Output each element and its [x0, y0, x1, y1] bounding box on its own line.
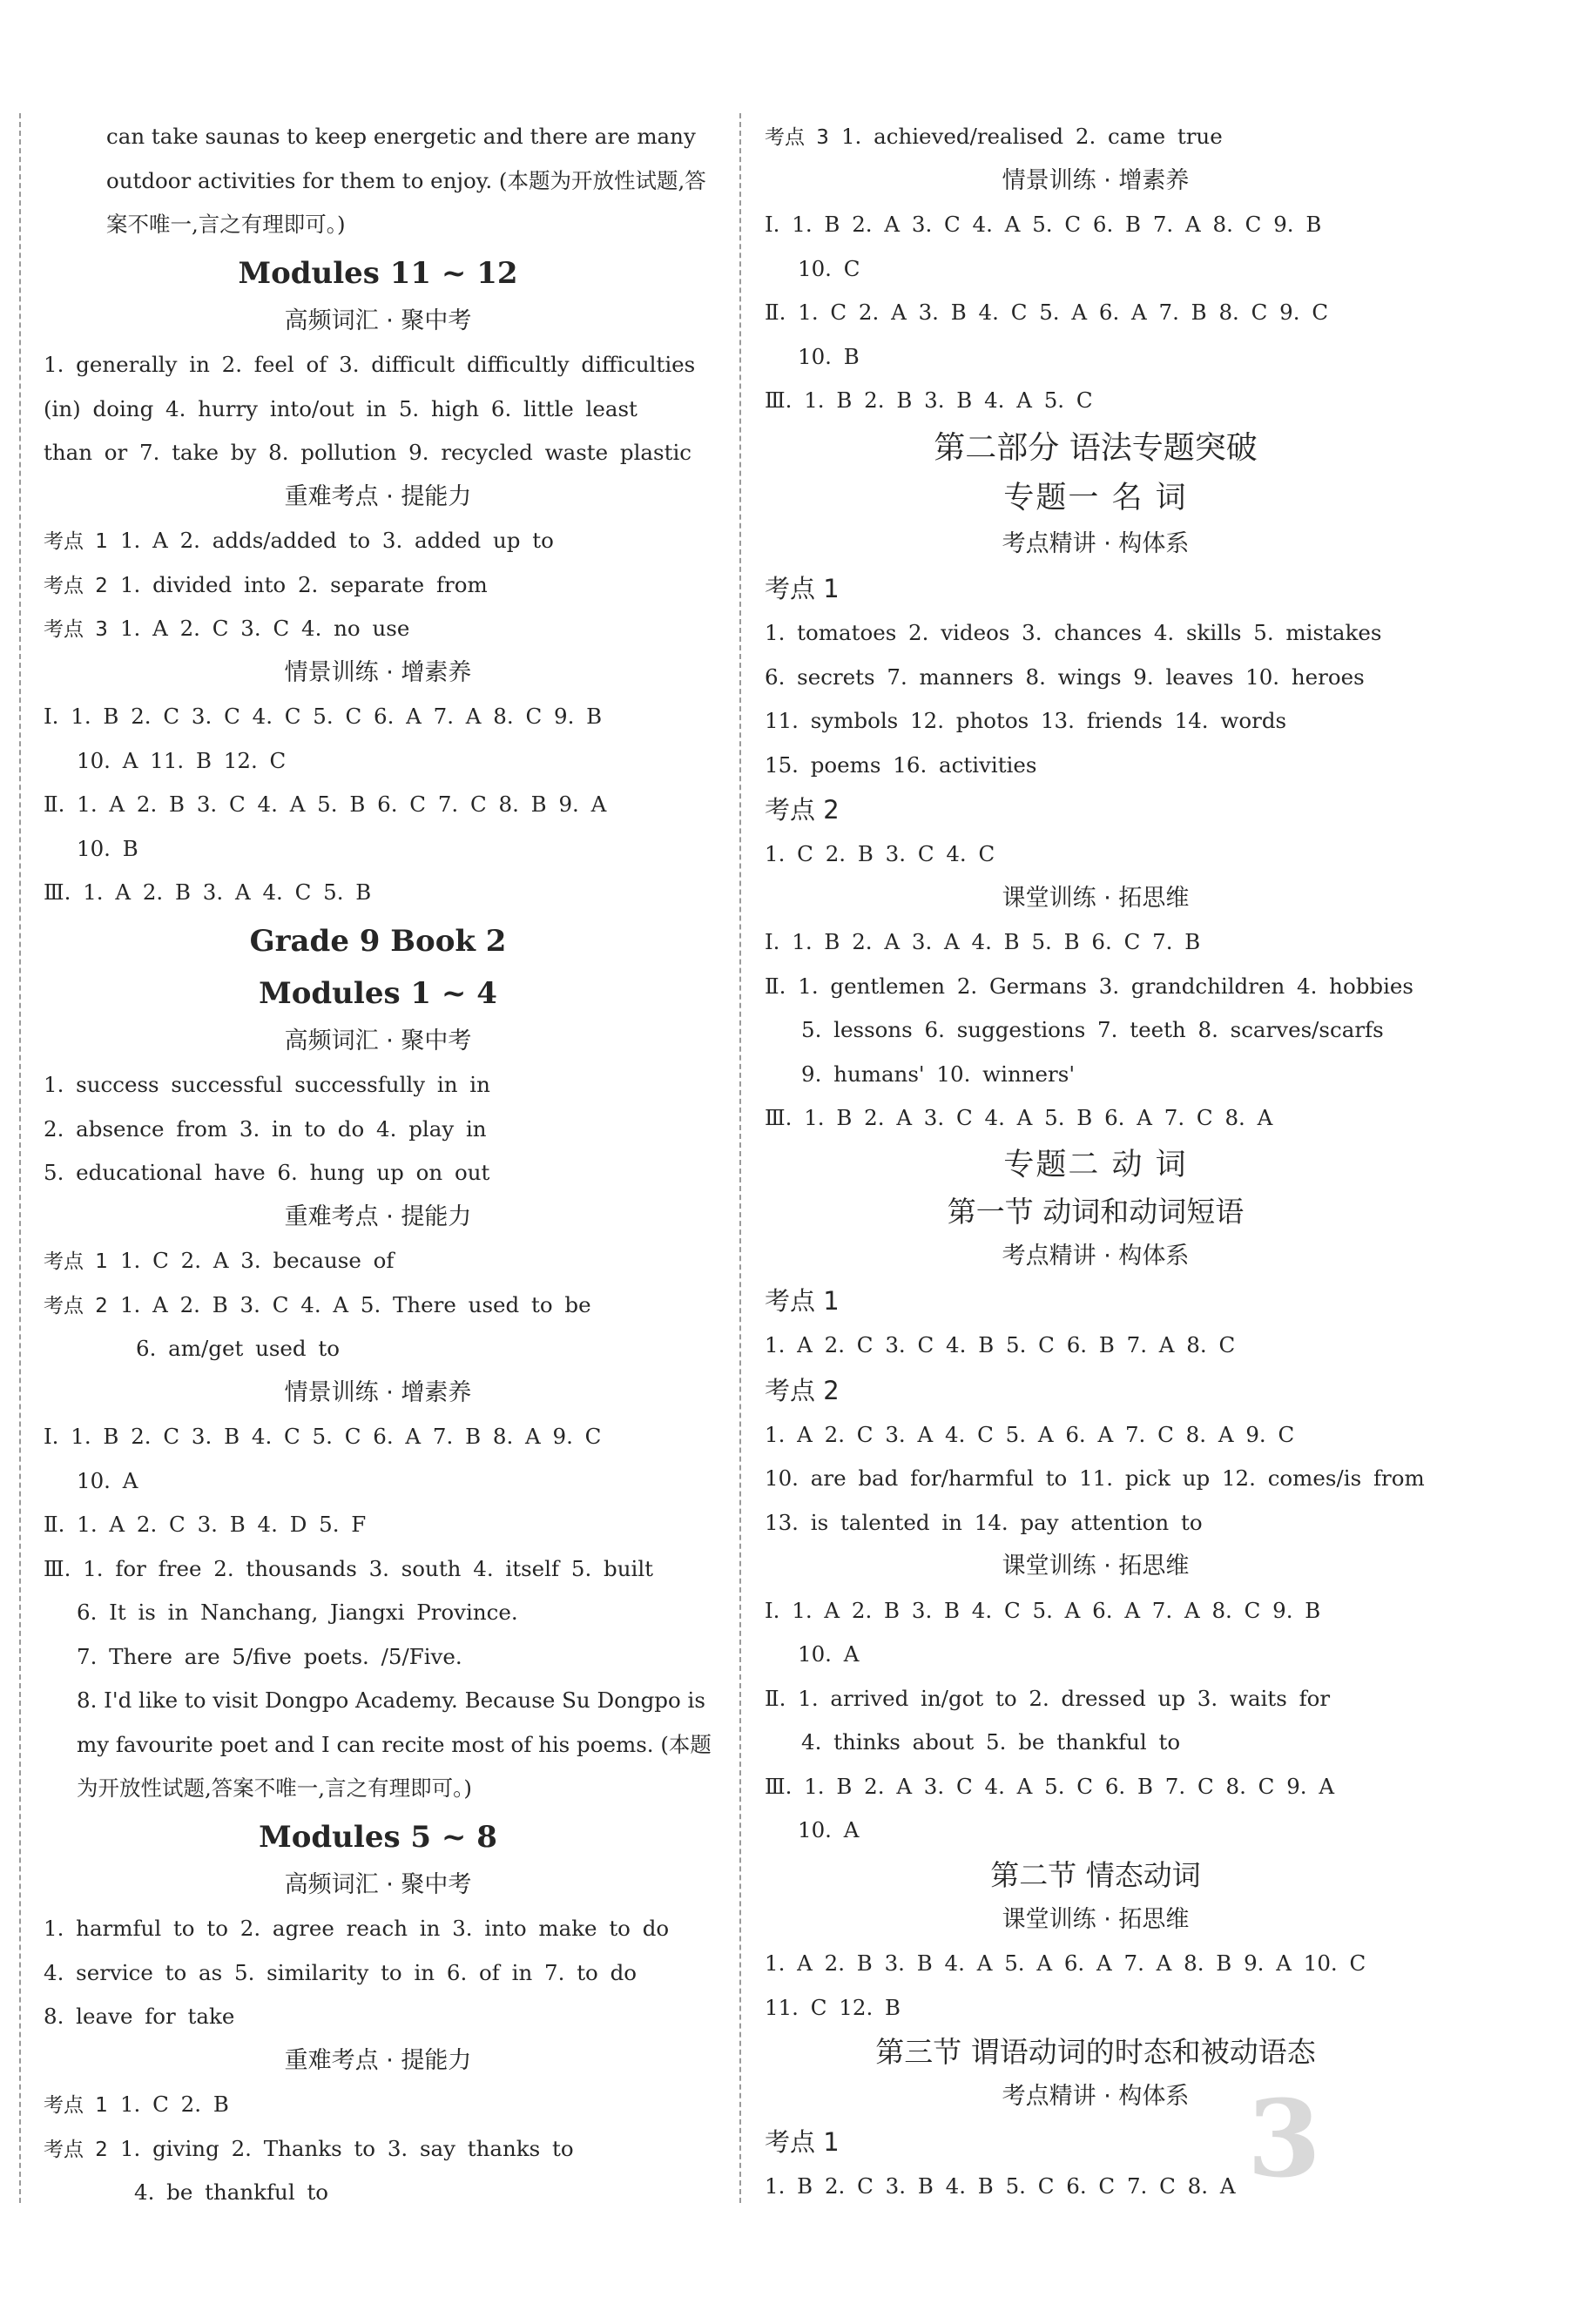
- vocab-line: 1. generally in 2. feel of 3. difficult difficultly difficulties: [44, 352, 696, 377]
- answer-line: 1. A 2. C 3. A 4. C 5. A 6. A 7. C 8. A 9. C: [765, 1421, 1295, 1447]
- answer-line: 6. secrets 7. manners 8. wings 9. leaves 10. heroes: [765, 664, 1365, 690]
- subsection-title: 重难考点 · 提能力: [284, 1202, 472, 1230]
- answer-line: 1. tomatoes 2. videos 3. chances 4. skills 5. mistakes: [765, 620, 1382, 645]
- answer-line: 1. C 2. B 3. C 4. C: [765, 841, 995, 866]
- answer-line: 1. A 2. B 3. B 4. A 5. A 6. A 7. A 8. B 9. A 10. C: [765, 1950, 1366, 1976]
- point-label: 考点 1: [44, 530, 108, 553]
- answer-line: 6. It is in Nanchang, Jiangxi Province.: [77, 1600, 518, 1625]
- intro-text: can take saunas to keep energetic and there are many outdoor activities for them to enjoy. (本题为开放性试题,答案不唯一,言之有理即可。): [106, 124, 706, 237]
- answer-text: 1. achieved/realised 2. came true: [840, 124, 1223, 149]
- answer-paragraph: 8. I'd like to visit Dongpo Academy. Because Su Dongpo is my favourite poet and I can recite most of his poems. (本题为开放性试题,答案不唯一,言之有理即可。): [77, 1687, 712, 1801]
- point-heading: 考点 1: [765, 2126, 840, 2157]
- answer-line: 10. A: [798, 1641, 860, 1667]
- point-label: 考点 1: [44, 2094, 108, 2117]
- answer-line: 10. A: [77, 1467, 138, 1493]
- answer-line: [765, 115, 1427, 159]
- subsection-title: 高频词汇 · 聚中考: [284, 1870, 472, 1898]
- answer-line: [44, 2083, 712, 2127]
- answer-line: Ⅲ. 1. B 2. A 3. C 4. A 5. C 6. B 7. C 8. C 9. A: [765, 1773, 1335, 1799]
- answer-line: 9. humans' 10. winners': [801, 1061, 1076, 1087]
- answer-line: 11. symbols 12. photos 13. friends 14. words: [765, 708, 1287, 733]
- subsection-title: 高频词汇 · 聚中考: [284, 1027, 472, 1054]
- subsection-title: 情景训练 · 增素养: [1002, 166, 1190, 194]
- subsection-title: 考点精讲 · 构体系: [1002, 529, 1190, 557]
- answer-line: 5. lessons 6. suggestions 7. teeth 8. scarves/scarfs: [801, 1017, 1384, 1042]
- answer-line: 10. A 11. B 12. C: [77, 747, 287, 773]
- page-number: 3: [1247, 2076, 1321, 2201]
- left-margin-rule: [19, 113, 21, 2203]
- vocab-line: 1. success successful successfully in in: [44, 1072, 490, 1097]
- answer-line: Ⅱ. 1. A 2. C 3. B 4. D 5. F: [44, 1512, 367, 1537]
- section-heading: 第三节 谓语动词的时态和被动语态: [875, 2035, 1316, 2069]
- subsection-title: 高频词汇 · 聚中考: [284, 306, 472, 334]
- answer-line: 11. C 12. B: [765, 1994, 901, 2020]
- point-heading: 考点 1: [765, 574, 840, 603]
- answer-line: [44, 2127, 712, 2172]
- point-heading: 考点 2: [765, 1375, 840, 1405]
- answer-text: 1. divided into 2. separate from: [119, 571, 488, 597]
- subsection-title: 课堂训练 · 拓思维: [1002, 1553, 1190, 1580]
- answer-line: Ⅲ. 1. for free 2. thousands 3. south 4. itself 5. built: [44, 1555, 653, 1581]
- answer-line: 6. am/get used to: [136, 1336, 340, 1361]
- answer-line: 4. be thankful to: [134, 2179, 329, 2205]
- point-label: 考点 2: [44, 1294, 108, 1317]
- point-label: 考点 3: [44, 618, 108, 641]
- answer-line: [44, 607, 712, 651]
- point-heading: 考点 2: [765, 795, 840, 825]
- center-column-rule: [739, 113, 741, 2203]
- answer-line: [44, 519, 712, 563]
- vocab-line: 5. educational have 6. hung up on out: [44, 1160, 490, 1185]
- subsection-title: 课堂训练 · 拓思维: [1002, 1905, 1190, 1933]
- answer-text: 1. giving 2. Thanks to 3. say thanks to: [119, 2135, 574, 2161]
- answer-line: Ⅰ. 1. B 2. C 3. C 4. C 5. C 6. A 7. A 8. C 9. B: [44, 704, 603, 729]
- subsection-title: 重难考点 · 提能力: [284, 482, 472, 510]
- answer-text: 1. A 2. adds/added to 3. added up to: [119, 528, 554, 553]
- answer-line: Ⅰ. 1. B 2. C 3. B 4. C 5. C 6. A 7. B 8. A 9. C: [44, 1424, 602, 1449]
- answer-line: Ⅱ. 1. C 2. A 3. B 4. C 5. A 6. A 7. B 8. C 9. C: [765, 300, 1329, 325]
- answer-line: 10. C: [798, 255, 860, 281]
- answer-line: 7. There are 5/five poets. /5/Five.: [77, 1643, 462, 1669]
- answer-text: 1. C 2. A 3. because of: [119, 1248, 395, 1273]
- answer-line: [44, 1283, 712, 1328]
- subsection-title: 考点精讲 · 构体系: [1002, 1242, 1190, 1270]
- vocab-line: 2. absence from 3. in to do 4. play in: [44, 1115, 487, 1142]
- part-title: 第二部分 语法专题突破: [934, 429, 1258, 466]
- answer-text: 1. A 2. B 3. C 4. A 5. There used to be: [119, 1291, 591, 1317]
- answer-line: Ⅱ. 1. A 2. B 3. C 4. A 5. B 6. C 7. C 8. B 9. A: [44, 792, 607, 817]
- vocab-line: (in) doing 4. hurry into/out in 5. high 6. little least: [44, 395, 637, 421]
- topic-title: 专题二 动 词: [1003, 1147, 1188, 1182]
- vocab-line: 4. service to as 5. similarity to in 6. of in 7. to do: [44, 1959, 637, 1985]
- right-column: [765, 115, 1427, 2208]
- answer-line: Ⅱ. 1. arrived in/got to 2. dressed up 3. waits for: [765, 1685, 1331, 1711]
- section-title: Modules 1 ~ 4: [259, 975, 497, 1011]
- answer-line: 13. is talented in 14. pay attention to: [765, 1509, 1203, 1535]
- answer-line: Ⅰ. 1. B 2. A 3. C 4. A 5. C 6. B 7. A 8. C 9. B: [765, 212, 1322, 237]
- vocab-line: than or 7. take by 8. pollution 9. recycled waste plastic: [44, 440, 692, 465]
- answer-line: 1. B 2. C 3. B 4. B 5. C 6. C 7. C 8. A: [765, 2172, 1236, 2199]
- subsection-title: 考点精讲 · 构体系: [1002, 2083, 1190, 2110]
- section-heading: 第一节 动词和动词短语: [947, 1194, 1245, 1229]
- answer-line: 10. A: [798, 1817, 860, 1842]
- answer-line: Ⅰ. 1. A 2. B 3. B 4. C 5. A 6. A 7. A 8. C 9. B: [765, 1597, 1321, 1623]
- section-heading: 第二节 情态动词: [990, 1857, 1201, 1892]
- answer-line: 10. B: [77, 835, 138, 861]
- vocab-line: 1. harmful to to 2. agree reach in 3. into make to do: [44, 1916, 670, 1941]
- vocab-line: 8. leave for take: [44, 2004, 235, 2029]
- answer-line: 15. poems 16. activities: [765, 751, 1037, 778]
- answer-line: Ⅲ. 1. B 2. B 3. B 4. A 5. C: [765, 387, 1093, 413]
- answer-line: 10. are bad for/harmful to 11. pick up 12. comes/is from: [765, 1465, 1425, 1491]
- subsection-title: 课堂训练 · 拓思维: [1002, 884, 1190, 912]
- answer-line: Ⅲ. 1. A 2. B 3. A 4. C 5. B: [44, 879, 372, 905]
- point-label: 考点 2: [44, 574, 108, 597]
- answer-text: 1. C 2. B: [119, 2092, 229, 2117]
- answer-line: [44, 563, 712, 608]
- answer-line: Ⅱ. 1. gentlemen 2. Germans 3. grandchildren 4. hobbies: [765, 973, 1413, 999]
- subsection-title: 重难考点 · 提能力: [284, 2046, 472, 2074]
- answer-line: 4. thinks about 5. be thankful to: [801, 1729, 1181, 1755]
- point-heading: 考点 1: [765, 1286, 840, 1316]
- point-label: 考点 3: [765, 126, 829, 149]
- section-title: Modules 5 ~ 8: [259, 1819, 497, 1855]
- grade-title: Grade 9 Book 2: [249, 923, 507, 959]
- left-column: [44, 115, 712, 2215]
- point-label: 考点 1: [44, 1250, 108, 1273]
- answer-line: Ⅲ. 1. B 2. A 3. C 4. A 5. B 6. A 7. C 8. A: [765, 1105, 1273, 1130]
- point-label: 考点 2: [44, 2138, 108, 2161]
- answer-line: [44, 1239, 712, 1283]
- topic-title: 专题一 名 词: [1003, 480, 1188, 515]
- subsection-title: 情景训练 · 增素养: [284, 658, 472, 686]
- answer-line: Ⅰ. 1. B 2. A 3. A 4. B 5. B 6. C 7. B: [765, 929, 1201, 954]
- section-title: Modules 11 ~ 12: [238, 255, 518, 291]
- answer-line: 1. A 2. C 3. C 4. B 5. C 6. B 7. A 8. C: [765, 1332, 1236, 1357]
- answer-text: 1. A 2. C 3. C 4. no use: [119, 616, 410, 641]
- subsection-title: 情景训练 · 增素养: [284, 1378, 472, 1406]
- answer-line: 10. B: [798, 343, 860, 369]
